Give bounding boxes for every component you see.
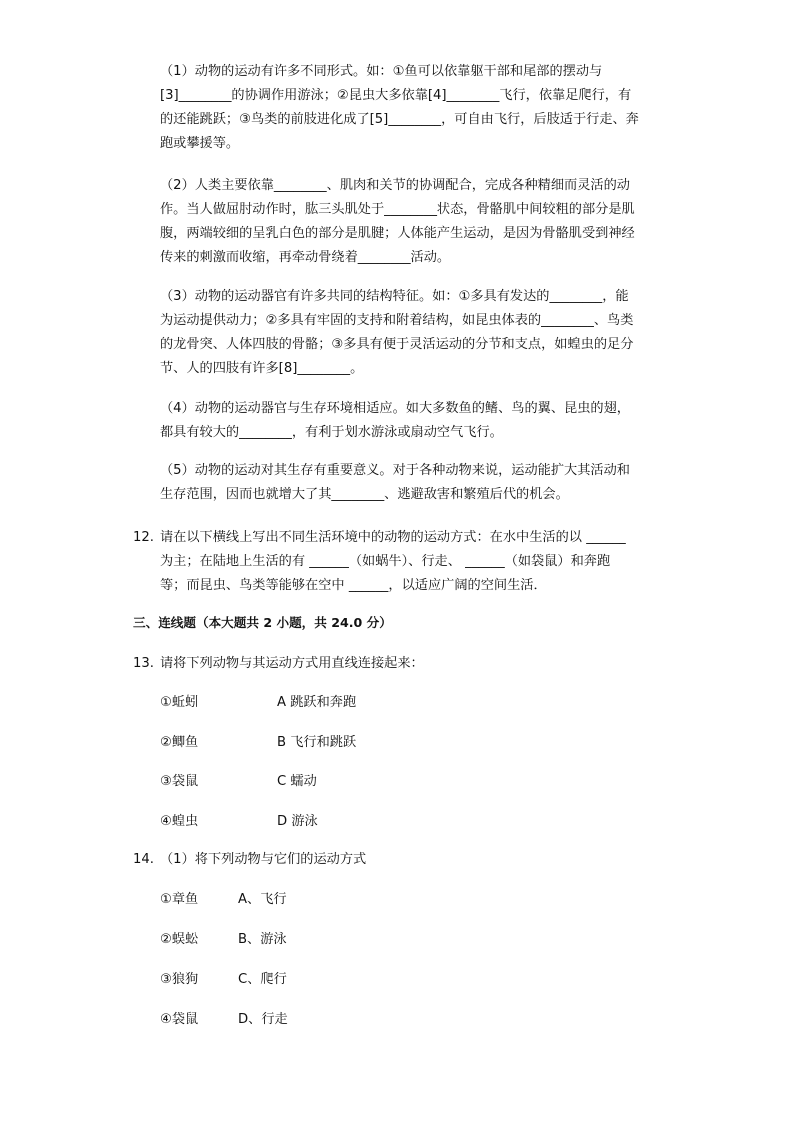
- question-number-14: 14.: [133, 852, 154, 867]
- question-12: [160, 526, 680, 598]
- q13-mode: C 蠕动: [277, 774, 317, 789]
- q14-mode: B、游泳: [238, 932, 287, 947]
- q13-mode: D 游泳: [277, 814, 318, 829]
- text-line: （4）动物的运动器官与生存环境相适应。如大多数鱼的鳍、鸟的翼、昆虫的翅，: [160, 401, 630, 416]
- q11-part1: [160, 60, 680, 156]
- section-title: 三、连线题（本大题共 2 小题，共 24.0 分）: [133, 615, 392, 630]
- q13-animal: ①蚯蚓: [160, 695, 199, 710]
- q14-animal: ③狼狗: [160, 972, 199, 987]
- text-line: 的龙骨突、人体四肢的骨骼；③多具有便于灵活运动的分节和支点，如蝗虫的足分: [160, 337, 634, 352]
- q14-animal: ④袋鼠: [160, 1012, 199, 1027]
- question-number-13: 13.: [133, 656, 154, 671]
- question-14-prompt: （1）将下列动物与它们的运动方式: [160, 852, 367, 867]
- text-line: 节、人的四肢有许多[8]________。: [160, 361, 364, 376]
- q13-animal: ③袋鼠: [160, 774, 199, 789]
- q14-mode: D、行走: [238, 1012, 288, 1027]
- text-line: 都具有较大的________，有利于划水游泳或扇动空气飞行。: [160, 425, 503, 440]
- text-line: 传来的刺激而收缩，再牵动骨绕着________活动。: [160, 250, 451, 265]
- q14-animal: ②蜈蚣: [160, 932, 199, 947]
- question-13-prompt: 请将下列动物与其运动方式用直线连接起来：: [160, 656, 424, 671]
- q14-mode: C、爬行: [238, 972, 287, 987]
- q11-part3: [160, 285, 680, 381]
- q14-animal: ①章鱼: [160, 892, 199, 907]
- q14-mode: A、飞行: [238, 892, 287, 907]
- q11-part2: [160, 174, 680, 270]
- q13-animal: ④蝗虫: [160, 814, 199, 829]
- text-line: 腹，两端较细的呈乳白色的部分是肌腱；人体能产生运动，是因为骨骼肌受到神经: [160, 226, 635, 241]
- text-line: 的还能跳跃；③鸟类的前肢进化成了[5]________，可自由飞行，后肢适于行走、奔: [160, 112, 639, 127]
- text-line: （3）动物的运动器官有许多共同的结构特征。如：①多具有发达的________，能: [160, 289, 629, 304]
- text-line: 请在以下横线上写出不同生活环境中的动物的运动方式：在水中生活的以 ______: [160, 530, 626, 545]
- q11-part4: [160, 397, 680, 445]
- text-line: [3]________的协调作用游泳；②昆虫大多依靠[4]________飞行，依靠足爬行，有: [160, 88, 632, 103]
- text-line: 生存范围，因而也就增大了其________、逃避敌害和繁殖后代的机会。: [160, 487, 569, 502]
- text-line: （2）人类主要依靠________、肌肉和关节的协调配合，完成各种精细而灵活的动: [160, 178, 630, 193]
- text-line: （5）动物的运动对其生存有重要意义。对于各种动物来说，运动能扩大其活动和: [160, 463, 630, 478]
- text-line: 等；而昆虫、鸟类等能够在空中 ______，以适应广阔的空间生活．: [160, 578, 547, 593]
- q13-mode: A 跳跃和奔跑: [277, 695, 357, 710]
- text-line: 跑或攀援等。: [160, 136, 240, 151]
- q11-part5: [160, 459, 680, 507]
- q13-mode: B 飞行和跳跃: [277, 735, 357, 750]
- text-line: （1）动物的运动有许多不同形式。如：①鱼可以依靠躯干部和尾部的摆动与: [160, 64, 603, 79]
- q13-animal: ②鲫鱼: [160, 735, 199, 750]
- text-line: 为运动提供动力；②多具有牢固的支持和附着结构，如昆虫体表的________、鸟类: [160, 313, 634, 328]
- text-line: 作。当人做屈肘动作时，肱三头肌处于________状态，骨骼肌中间较粗的部分是肌: [160, 202, 635, 217]
- text-line: 为主；在陆地上生活的有 ______（如蜗牛）、行走、 ______（如袋鼠）和奔跑: [160, 554, 611, 569]
- question-number-12: 12.: [133, 530, 154, 545]
